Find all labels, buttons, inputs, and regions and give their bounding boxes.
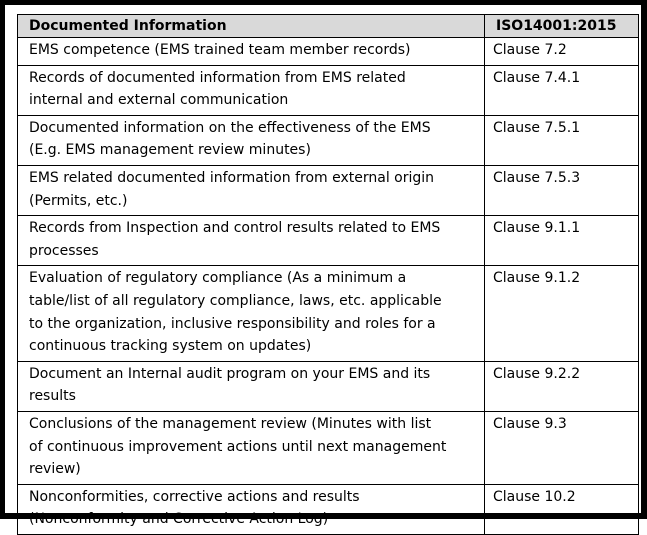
header-iso-clause: ISO14001:2015 [485, 15, 639, 38]
row-clause-cell: Clause 7.4.1 [485, 65, 639, 115]
row-info-cell: Records from Inspection and control results related to EMS processes [18, 216, 485, 266]
documented-information-table [17, 14, 639, 535]
row-info-cell: Nonconformities, corrective actions and results (Nonconformity and Corrective Action Log) [18, 484, 485, 534]
table-row [18, 216, 639, 266]
table-row [18, 411, 639, 484]
row-clause-cell: Clause 9.2.2 [485, 361, 639, 411]
row-clause-cell: Clause 9.1.1 [485, 216, 639, 266]
row-clause-cell: Clause 7.2 [485, 38, 639, 66]
row-clause-cell: Clause 10.2 [485, 484, 639, 534]
row-info-cell: EMS competence (EMS trained team member records) [18, 38, 485, 66]
row-info-cell: Documented information on the effectiveness of the EMS (E.g. EMS management review minutes) [18, 115, 485, 165]
table-row [18, 65, 639, 115]
table-header-row [18, 15, 639, 38]
header-documented-information: Documented Information [18, 15, 485, 38]
table-row [18, 484, 639, 534]
row-info-cell: Evaluation of regulatory compliance (As a minimum a table/list of all regulatory compliance, laws, etc. applicable to the organization, inclusive responsibility and roles for a continuous tracking system on updates) [18, 266, 485, 361]
table-row [18, 266, 639, 361]
row-clause-cell: Clause 9.3 [485, 411, 639, 484]
row-info-cell: Conclusions of the management review (Minutes with list of continuous improvement actions until next management review) [18, 411, 485, 484]
row-clause-cell: Clause 7.5.3 [485, 165, 639, 215]
table-row [18, 361, 639, 411]
row-clause-cell: Clause 7.5.1 [485, 115, 639, 165]
row-info-cell: Records of documented information from EMS related internal and external communication [18, 65, 485, 115]
row-info-cell: EMS related documented information from external origin (Permits, etc.) [18, 165, 485, 215]
row-clause-cell: Clause 9.1.2 [485, 266, 639, 361]
table-row [18, 165, 639, 215]
row-info-cell: Document an Internal audit program on your EMS and its results [18, 361, 485, 411]
table-row [18, 38, 639, 66]
table-row [18, 115, 639, 165]
